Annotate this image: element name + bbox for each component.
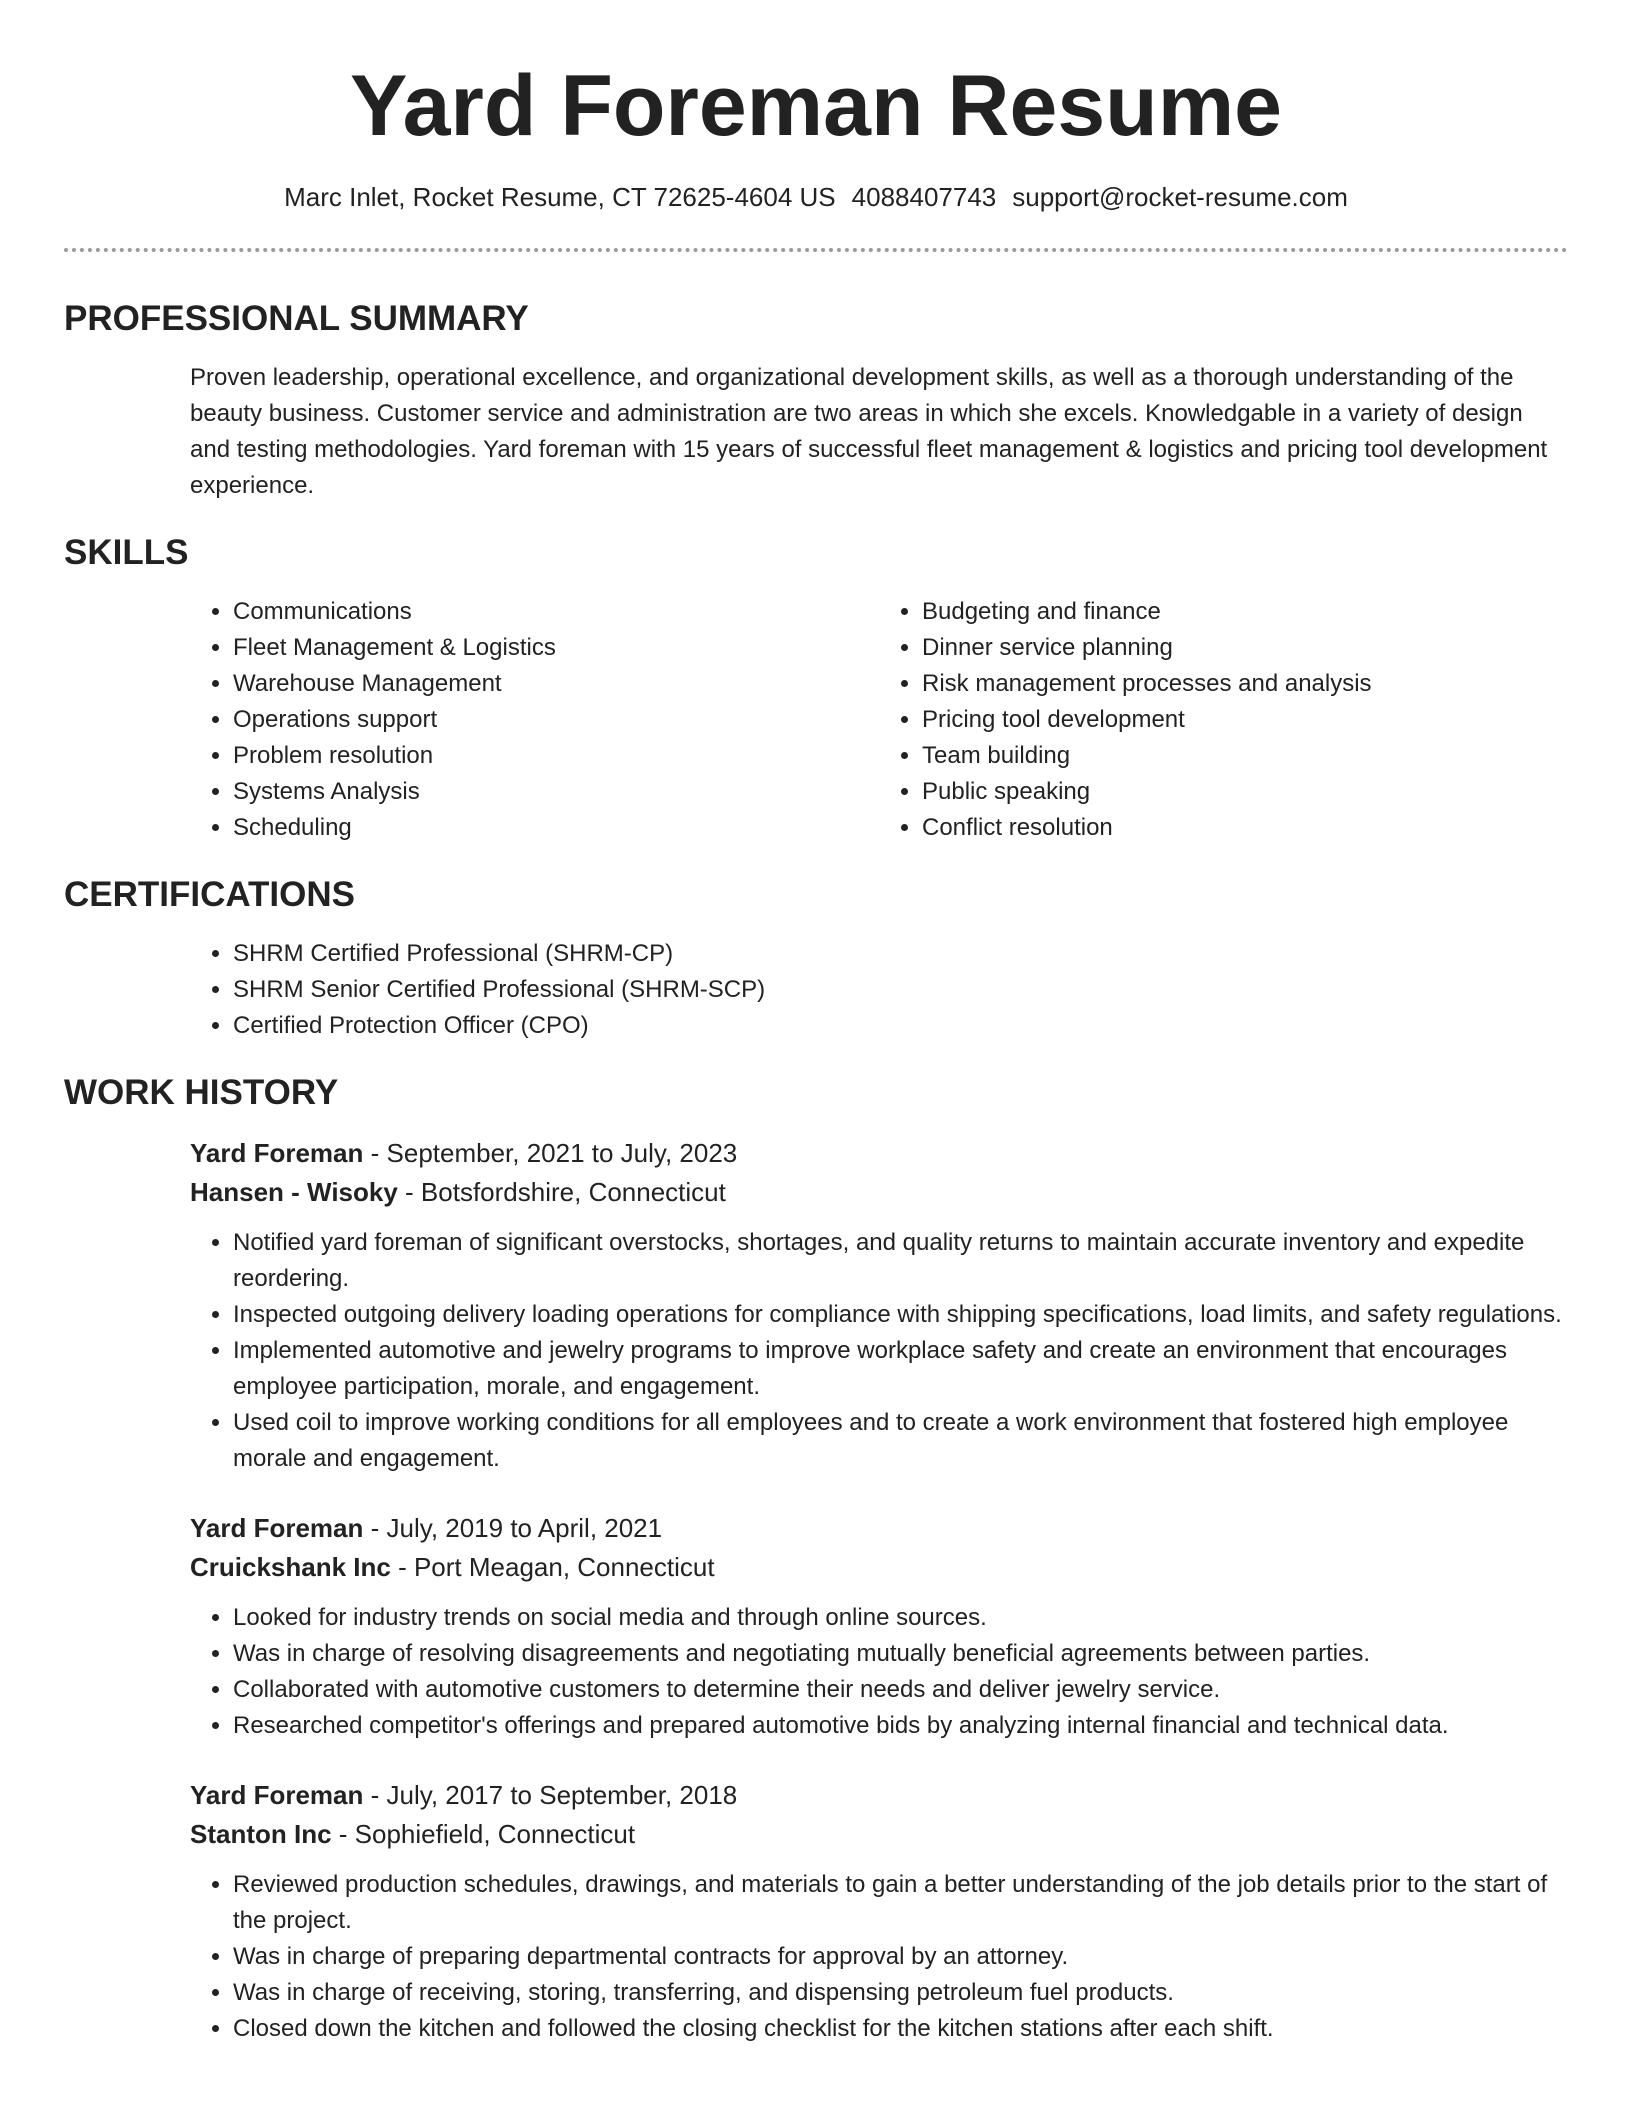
job-company: Cruickshank Inc bbox=[190, 1552, 391, 1582]
job-company-line bbox=[190, 1815, 1568, 1854]
certifications-heading: CERTIFICATIONS bbox=[64, 875, 356, 914]
job-title: Yard Foreman bbox=[190, 1780, 364, 1810]
list-item: • Used coil to improve working conditions for all employees and to create a work environment that fostered high employee morale and engagement. bbox=[233, 1405, 1568, 1477]
job-entry bbox=[190, 1134, 1568, 1477]
list-item: • Scheduling bbox=[233, 810, 879, 846]
list-item: • Collaborated with automotive customers to determine their needs and deliver jewelry service. bbox=[233, 1672, 1568, 1708]
list-item: • SHRM Certified Professional (SHRM-CP) bbox=[233, 936, 1568, 972]
list-item: • Operations support bbox=[233, 702, 879, 738]
work-section bbox=[64, 1072, 1568, 2047]
job-location: - Port Meagan, Connecticut bbox=[390, 1552, 715, 1582]
job-title: Yard Foreman bbox=[190, 1138, 364, 1168]
list-item: • Risk management processes and analysis bbox=[922, 666, 1568, 702]
job-location: - Botsfordshire, Connecticut bbox=[397, 1177, 726, 1207]
list-item: • Pricing tool development bbox=[922, 702, 1568, 738]
job-title-line bbox=[190, 1134, 1568, 1173]
list-item: • Budgeting and finance bbox=[922, 594, 1568, 630]
list-item: • Communications bbox=[233, 594, 879, 630]
list-item: • Was in charge of preparing departmental contracts for approval by an attorney. bbox=[233, 1939, 1568, 1975]
list-item: • Was in charge of receiving, storing, transferring, and dispensing petroleum fuel products. bbox=[233, 1975, 1568, 2011]
job-title-line bbox=[190, 1509, 1568, 1548]
list-item: • Closed down the kitchen and followed the closing checklist for the kitchen stations after each shift. bbox=[233, 2011, 1568, 2047]
skills-left-list bbox=[190, 594, 879, 846]
summary-section bbox=[64, 298, 1568, 504]
work-heading: WORK HISTORY bbox=[64, 1073, 339, 1112]
list-item: • Inspected outgoing delivery loading operations for compliance with shipping specifications, load limits, and safety regulations. bbox=[233, 1297, 1568, 1333]
list-item: • Conflict resolution bbox=[922, 810, 1568, 846]
list-item: • Looked for industry trends on social media and through online sources. bbox=[233, 1600, 1568, 1636]
list-item: • Problem resolution bbox=[233, 738, 879, 774]
summary-heading: PROFESSIONAL SUMMARY bbox=[64, 299, 529, 338]
list-item: • SHRM Senior Certified Professional (SHRM-SCP) bbox=[233, 972, 1568, 1008]
list-item: • Systems Analysis bbox=[233, 774, 879, 810]
list-item: • Certified Protection Officer (CPO) bbox=[233, 1008, 1568, 1044]
job-title-line bbox=[190, 1776, 1568, 1815]
contact-phone: 4088407743 bbox=[851, 182, 997, 212]
job-dates: - July, 2019 to April, 2021 bbox=[363, 1513, 663, 1543]
skills-right-list bbox=[879, 594, 1568, 846]
list-item: • Notified yard foreman of significant overstocks, shortages, and quality returns to maintain accurate inventory and expedite reordering. bbox=[233, 1225, 1568, 1297]
header-divider bbox=[64, 248, 1568, 252]
resume-page bbox=[64, 0, 1568, 2047]
job-company: Hansen - Wisoky bbox=[190, 1177, 398, 1207]
job-bullets bbox=[64, 1867, 1568, 2047]
job-title: Yard Foreman bbox=[190, 1513, 364, 1543]
list-item: • Was in charge of resolving disagreements and negotiating mutually beneficial agreements between parties. bbox=[233, 1636, 1568, 1672]
job-company-line bbox=[190, 1173, 1568, 1212]
list-item: • Warehouse Management bbox=[233, 666, 879, 702]
list-item: • Fleet Management & Logistics bbox=[233, 630, 879, 666]
job-dates: - September, 2021 to July, 2023 bbox=[363, 1138, 738, 1168]
job-company-line bbox=[190, 1548, 1568, 1587]
job-dates: - July, 2017 to September, 2018 bbox=[363, 1780, 738, 1810]
certifications-list bbox=[190, 936, 1568, 1044]
job-bullets bbox=[64, 1600, 1568, 1744]
resume-title: Yard Foreman Resume bbox=[349, 58, 1283, 154]
job-bullets bbox=[64, 1225, 1568, 1477]
skills-heading: SKILLS bbox=[64, 533, 189, 572]
list-item: • Researched competitor's offerings and prepared automotive bids by analyzing internal financial and technical data. bbox=[233, 1708, 1568, 1744]
job-location: - Sophiefield, Connecticut bbox=[331, 1819, 636, 1849]
summary-text: Proven leadership, operational excellence, and organizational development skills, as well as a thorough understanding of the beauty business. Customer service and administration are two areas in which she excels. Knowledgable in a variety of design and testing methodologies. Yard foreman with 15 years of successful fleet management & logistics and pricing tool development experience. bbox=[190, 364, 1548, 499]
list-item: • Reviewed production schedules, drawings, and materials to gain a better understanding of the job details prior to the start of the project. bbox=[233, 1867, 1568, 1939]
skills-columns bbox=[190, 594, 1568, 846]
list-item: • Team building bbox=[922, 738, 1568, 774]
skills-section bbox=[64, 532, 1568, 846]
list-item: • Public speaking bbox=[922, 774, 1568, 810]
contact-email: support@rocket-resume.com bbox=[1012, 182, 1348, 212]
contact-address: Marc Inlet, Rocket Resume, CT 72625-4604 US bbox=[284, 182, 836, 212]
list-item: • Implemented automotive and jewelry programs to improve workplace safety and create an environment that encourages employee participation, morale, and engagement. bbox=[233, 1333, 1568, 1405]
list-item: • Dinner service planning bbox=[922, 630, 1568, 666]
job-entry bbox=[190, 1509, 1568, 1744]
certifications-section bbox=[64, 874, 1568, 1044]
job-company: Stanton Inc bbox=[190, 1819, 332, 1849]
contact-line bbox=[64, 180, 1568, 214]
job-entry bbox=[190, 1776, 1568, 2047]
